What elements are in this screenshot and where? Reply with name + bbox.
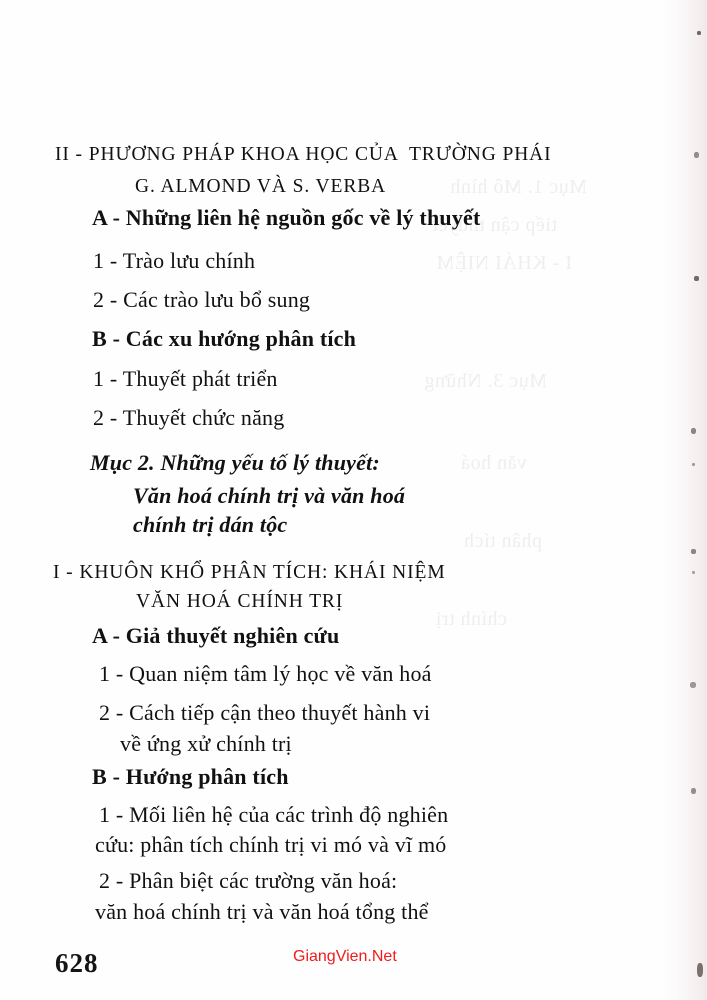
toc-entry-line: Văn hoá chính trị và văn hoá [133, 483, 406, 508]
scan-speck [697, 963, 703, 977]
scan-speck [692, 463, 695, 466]
toc-entry-line: 2 - Các trào lưu bổ sung [93, 287, 311, 312]
toc-entry-line: về ứng xử chính trị [120, 731, 292, 756]
scan-speck [691, 788, 696, 794]
toc-entry-line: 2 - Cách tiếp cận theo thuyết hành vi [99, 700, 431, 725]
toc-entry-line: Mục 2. Những yếu tố lý thuyết: [90, 450, 380, 475]
toc-entry-line: I - KHUÔN KHỔ PHÂN TÍCH: KHÁI NIỆM [53, 562, 446, 583]
toc-entry-line: B - Các xu hướng phân tích [92, 326, 357, 351]
ghost-line: phân tích [463, 530, 542, 552]
scan-speck [690, 682, 696, 688]
scan-speck [691, 549, 696, 554]
scan-speck [692, 571, 695, 574]
scan-speck [697, 31, 701, 35]
watermark-giangvien: GiangVien.Net [293, 948, 397, 965]
scan-speck [694, 276, 699, 281]
toc-entry-line: 2 - Thuyết chức năng [93, 405, 285, 430]
toc-entry-line: 2 - Phân biệt các trường văn hoá: [99, 868, 398, 893]
ghost-line: văn hoá [460, 452, 527, 474]
toc-entry-line: II - PHƯƠNG PHÁP KHOA HỌC CỦA TRƯỜNG PHÁI [55, 144, 552, 165]
toc-entry-line: 1 - Trào lưu chính [93, 248, 256, 273]
toc-entry-line: VĂN HOÁ CHÍNH TRỊ [136, 591, 344, 612]
ghost-line: tiếp cận thuyết [431, 214, 557, 236]
scan-edge-shading [661, 0, 707, 1000]
toc-entry-line: 1 - Thuyết phát triển [93, 366, 278, 391]
toc-entry-line: A - Giả thuyết nghiên cứu [92, 623, 340, 648]
toc-entry-line: văn hoá chính trị và văn hoá tổng thể [95, 899, 429, 924]
toc-entry-line: cứu: phân tích chính trị vi mó và vĩ mó [95, 832, 447, 857]
toc-entry-line: 1 - Mối liên hệ của các trình độ nghiên [99, 802, 449, 827]
ghost-line: Mục 1. Mô hình [450, 176, 587, 198]
ghost-line: chính trị [435, 608, 507, 630]
scan-speck [691, 428, 696, 434]
ghost-line: Mục 3. Những [424, 370, 547, 392]
toc-entry-line: chính trị dán tộc [133, 512, 288, 537]
ghost-line: I - KHÁI NIỆM [436, 252, 572, 274]
toc-entry-line: G. ALMOND VÀ S. VERBA [135, 176, 387, 197]
toc-entry-line: B - Hướng phân tích [92, 764, 289, 789]
toc-entry-line: 1 - Quan niệm tâm lý học về văn hoá [99, 661, 432, 686]
toc-entry-line: A - Những liên hệ nguồn gốc về lý thuyết [92, 205, 481, 230]
scan-speck [694, 152, 699, 158]
page-folio-number: 628 [55, 948, 99, 976]
